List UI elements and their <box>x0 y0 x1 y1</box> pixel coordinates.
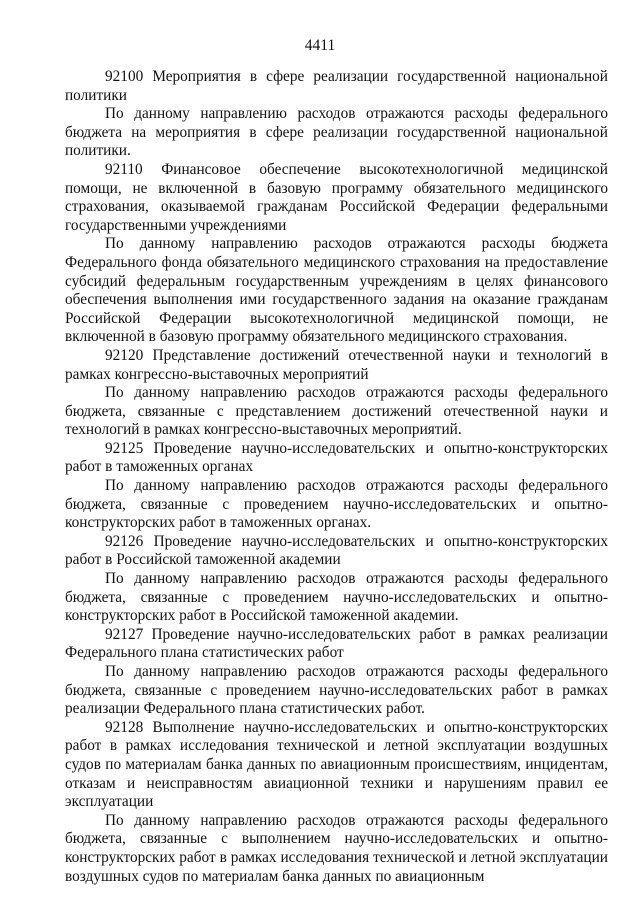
paragraph-body: По данному направлению расходов отражаются расходы федерального бюджета на мероприятия в сфере реализации государственной национальной политики. <box>65 105 608 160</box>
document-body <box>65 68 608 886</box>
paragraph-heading-92126: 92126 Проведение научно-исследовательских и опытно-конструкторских работ в Российской таможенной академии <box>65 532 608 569</box>
paragraph-heading-92128: 92128 Выполнение научно-исследовательских и опытно-конструкторских работ в рамках исследования технической и летной эксплуатации воздушных судов по материалам банка данных по авиационным происшествиям, инцидентам, отказам и неисправностям авиационной техники и нарушениям правил ее эксплуатации <box>65 718 608 811</box>
paragraph-body: По данному направлению расходов отражаются расходы бюджета Федерального фонда обязательного медицинского страхования на предоставление субсидий федеральным государственным учреждениям в целях финансового обеспечения выполнения ими государственного задания на оказание гражданам Российской Федерации высокотехнологичной медицинской помощи, не включенной в базовую программу обязательного медицинского страхования. <box>65 235 608 346</box>
paragraph-body: По данному направлению расходов отражаются расходы федерального бюджета, связанные с проведением научно-исследовательских и опытно-конструкторских работ в таможенных органах. <box>65 477 608 532</box>
paragraph-heading-92127: 92127 Проведение научно-исследовательских работ в рамках реализации Федерального плана статистических работ <box>65 625 608 662</box>
paragraph-heading-92125: 92125 Проведение научно-исследовательских и опытно-конструкторских работ в таможенных органах <box>65 439 608 476</box>
paragraph-body: По данному направлению расходов отражаются расходы федерального бюджета, связанные с проведением научно-исследовательских и опытно-конструкторских работ в Российской таможенной академии. <box>65 570 608 625</box>
paragraph-heading-92110: 92110 Финансовое обеспечение высокотехнологичной медицинской помощи, не включенной в базовую программу обязательного медицинского страхования, оказываемой гражданам Российской Федерации федеральными государственными учреждениями <box>65 160 608 234</box>
paragraph-body: По данному направлению расходов отражаются расходы федерального бюджета, связанные с выполнением научно-исследовательских и опытно-конструкторских работ в рамках исследования технической и летной эксплуатации воздушных судов по материалам банка данных по авиационным <box>65 811 608 885</box>
paragraph-heading-92100: 92100 Мероприятия в сфере реализации государственной национальной политики <box>65 68 608 104</box>
page-number: 4411 <box>304 37 336 54</box>
paragraph-body: По данному направлению расходов отражаются расходы федерального бюджета, связанные с представлением достижений отечественной науки и технологий в рамках конгрессно-выставочных мероприятий. <box>65 384 608 439</box>
paragraph-body: По данному направлению расходов отражаются расходы федерального бюджета, связанные с проведением научно-исследовательских работ в рамках реализации Федерального плана статистических работ. <box>65 663 608 718</box>
paragraph-heading-92120: 92120 Представление достижений отечественной науки и технологий в рамках конгрессно-выставочных мероприятий <box>65 346 608 383</box>
